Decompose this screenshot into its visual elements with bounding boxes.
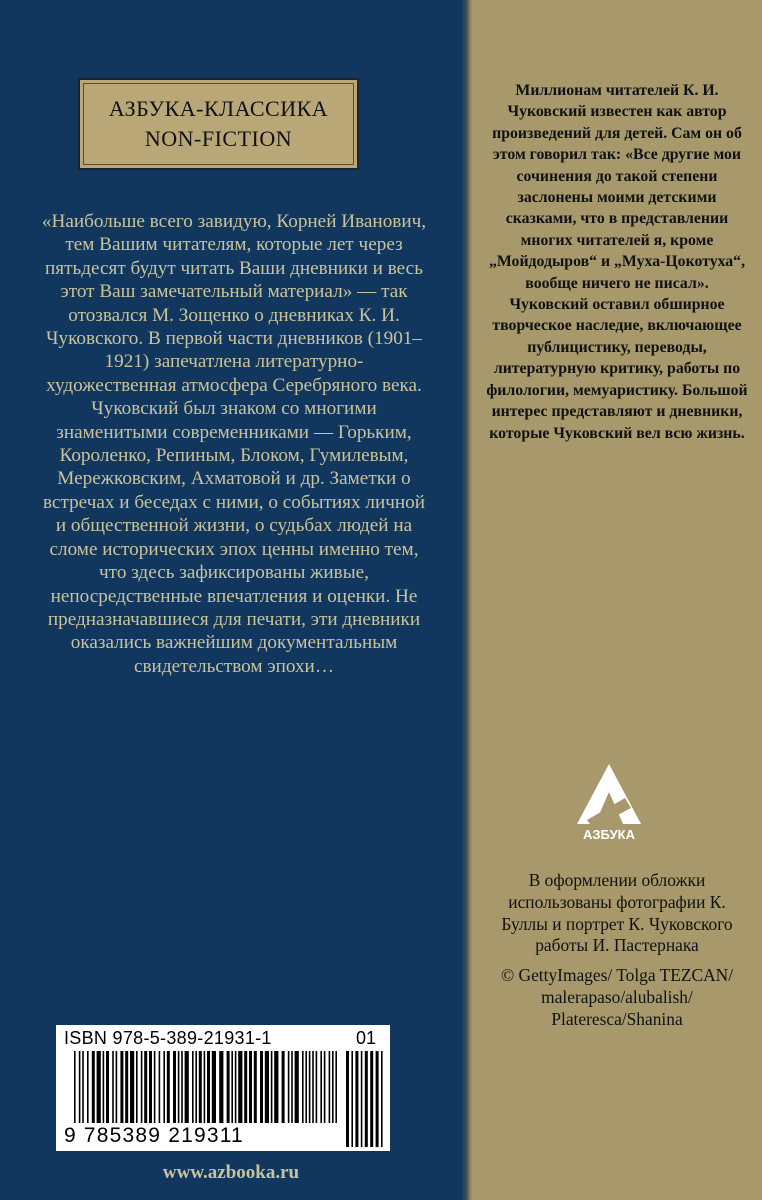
barcode-bar <box>271 1051 273 1123</box>
barcode-bar <box>282 1051 285 1123</box>
barcode-addon-bar <box>365 1051 368 1147</box>
barcode-bar <box>106 1051 109 1123</box>
barcode-bar <box>254 1051 257 1123</box>
barcode-bar <box>178 1051 180 1123</box>
isbn-number: ISBN 978-5-389-21931-1 <box>64 1028 272 1048</box>
barcode-bar <box>97 1051 101 1123</box>
series-label <box>78 78 359 170</box>
copyright-credit: © GettyImages/ Tolga TEZCAN/ malerapaso/alubalish/ Plateresca/Shanina <box>500 965 734 1029</box>
barcode-bar <box>249 1051 252 1123</box>
barcode-addon-bar <box>370 1051 373 1147</box>
book-description <box>486 80 748 444</box>
barcode-bar <box>120 1051 123 1123</box>
publisher-logo-text: АЗБУКА <box>583 827 635 842</box>
barcode-bar <box>141 1051 143 1123</box>
barcode-bar <box>312 1051 314 1123</box>
barcode-bar <box>125 1051 128 1123</box>
barcode-bar <box>92 1051 95 1123</box>
review-quote-block <box>40 210 428 678</box>
barcode-bar <box>309 1051 311 1123</box>
barcode-bar <box>260 1051 263 1123</box>
barcode-bar <box>74 1051 76 1123</box>
barcode-bar <box>238 1051 242 1123</box>
barcode-bar <box>149 1051 152 1123</box>
barcode-bar <box>305 1051 307 1123</box>
barcode-bar <box>219 1051 223 1123</box>
barcode-bar <box>136 1051 138 1123</box>
barcode-addon-bar <box>376 1051 379 1147</box>
barcode-bar <box>154 1051 156 1123</box>
series-subtitle: NON-FICTION <box>144 126 293 151</box>
review-quote-text: «Наибольше всего завидую, Корней Иванович, тем Вашим читателям, которые лет через пятьдесят будут читать Ваши дневники и весь этот Ваш замечательный материал» — так отозвался М. Зощенко о дневниках К. И. Чуковского. В первой части дневников (1901–1921) запечатлена литературно-художественная атмосфера Серебряного века. Чуковский был знаком со многими знаменитыми современниками — Горьким, Короленко, Репиным, Блоком, Гумилевым, Мережковским, Ахматовой и др. Заметки о встречах и беседах с ними, о событиях личной и общественной жизни, о судьбах людей на сломе исторических эпох ценны именно тем, что здесь зафиксированы живые, непосредственные впечатления и оценки. Не предназначавшиеся для печати, эти дневники оказались важнейшим документальным свидетельством эпохи… <box>41 211 427 677</box>
barcode-bar <box>231 1051 233 1123</box>
barcode-bar <box>159 1051 161 1123</box>
barcode-bar <box>195 1051 197 1123</box>
barcode-bar <box>332 1051 334 1123</box>
barcode-addon-bar <box>381 1051 383 1147</box>
barcode-bar <box>130 1051 134 1123</box>
barcode-bar <box>112 1051 114 1123</box>
publisher-website: www.azbooka.ru <box>162 1162 300 1183</box>
barcode-bar <box>82 1051 84 1123</box>
panel-divider <box>462 0 472 1200</box>
barcode-bar <box>329 1051 331 1123</box>
barcode-bar <box>335 1051 337 1123</box>
barcode-bar <box>295 1051 299 1123</box>
barcode-addon-bar <box>355 1051 358 1147</box>
book-description-text: Миллионам читателей К. И. Чуковский известен как автор произведений для детей. Сам он об этом говорил так: «Все другие мои сочинения до такой степени заслонены моими детскими сказками, что в представлении многих читателей я, кроме „Мойдодыров“ и „Муха-Цокотуха“, вообще ничего не писал». Чуковский оставил обширное творческое наследие, включающее публицистику, переводы, литературную критику, работы по филологии, мемуаристику. Большой интерес представляют и дневники, которые Чуковский вел всю жизнь. <box>486 82 748 442</box>
barcode-bar <box>244 1051 247 1123</box>
barcode-bar <box>302 1051 304 1123</box>
cover-credits <box>486 870 748 1031</box>
barcode-bar <box>274 1051 278 1123</box>
barcode-bar <box>324 1051 326 1123</box>
azbuka-logo-icon <box>569 762 649 842</box>
barcode-bar <box>192 1051 194 1123</box>
barcode-bar <box>265 1051 269 1123</box>
design-credit: В оформлении обложки использованы фотографии К. Буллы и портрет К. Чуковского работы И. Пастернака <box>501 870 733 956</box>
barcode-bar <box>79 1051 81 1123</box>
barcode-addon-bar <box>351 1051 353 1147</box>
barcode-bar <box>316 1051 318 1123</box>
barcode-bar <box>163 1051 165 1123</box>
isbn-barcode <box>56 1025 390 1151</box>
barcode-bar <box>235 1051 237 1123</box>
barcode-bar <box>167 1051 170 1123</box>
barcode-bar <box>288 1051 290 1123</box>
barcode-bar <box>212 1051 216 1123</box>
series-name: АЗБУКА-КЛАССИКА <box>108 96 329 121</box>
barcode-digits: 9 785389 219311 <box>64 1124 244 1147</box>
barcode-bar <box>207 1051 210 1123</box>
barcode-bar <box>173 1051 176 1123</box>
barcode-bar <box>185 1051 189 1123</box>
barcode-bar <box>144 1051 147 1123</box>
barcode-bar <box>87 1051 89 1123</box>
isbn-addon: 01 <box>355 1028 376 1048</box>
barcode-bar <box>227 1051 230 1123</box>
barcode-bar <box>103 1051 105 1123</box>
barcode-bar <box>204 1051 206 1123</box>
barcode-bar <box>181 1051 183 1123</box>
barcode-addon-bar <box>346 1051 349 1147</box>
barcode-addon-bar <box>361 1051 363 1147</box>
barcode-bar <box>199 1051 202 1123</box>
barcode-bar <box>116 1051 118 1123</box>
barcode-bar <box>320 1051 322 1123</box>
barcode-bar <box>291 1051 293 1123</box>
